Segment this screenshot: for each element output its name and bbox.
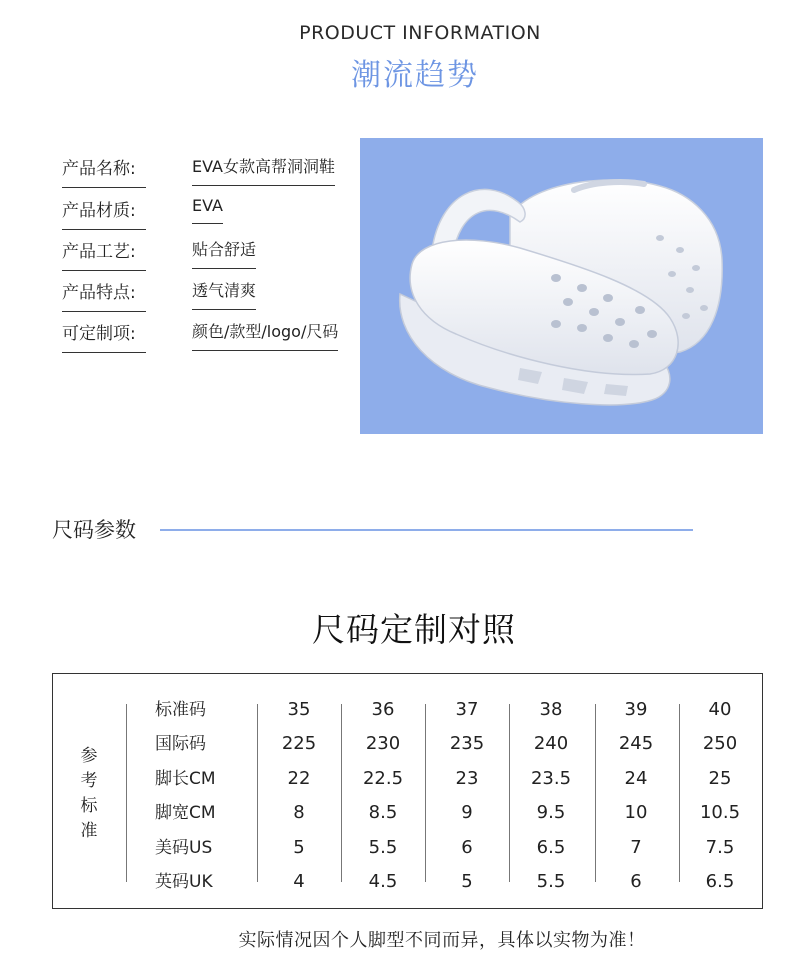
section-divider bbox=[160, 529, 693, 531]
table-cell: 39 bbox=[624, 699, 648, 720]
column-divider bbox=[425, 704, 426, 882]
column-divider bbox=[257, 704, 258, 882]
table-cell: 9 bbox=[461, 802, 473, 823]
row-label: 国际码 bbox=[155, 734, 206, 754]
table-cell: 10 bbox=[624, 802, 648, 823]
table-cell: 40 bbox=[708, 699, 732, 720]
info-label: 可定制项: bbox=[62, 319, 146, 353]
info-value: 贴合舒适 bbox=[192, 237, 256, 269]
size-section-title: 尺码参数 bbox=[52, 518, 136, 542]
table-cell: 22 bbox=[287, 768, 311, 789]
table-cell: 5 bbox=[461, 871, 473, 892]
table-cell: 9.5 bbox=[536, 802, 566, 823]
shoe-illustration bbox=[360, 138, 763, 434]
table-cell: 10.5 bbox=[699, 802, 741, 823]
info-value: 颜色/款型/logo/尺码 bbox=[192, 319, 338, 351]
table-cell: 5 bbox=[293, 837, 305, 858]
column-divider bbox=[679, 704, 680, 882]
table-cell: 8.5 bbox=[368, 802, 398, 823]
table-cell: 7.5 bbox=[705, 837, 735, 858]
column-divider bbox=[126, 704, 127, 882]
info-label: 产品材质: bbox=[62, 196, 146, 230]
table-cell: 5.5 bbox=[368, 837, 398, 858]
column-divider bbox=[509, 704, 510, 882]
table-cell: 36 bbox=[371, 699, 395, 720]
info-label: 产品名称: bbox=[62, 154, 146, 188]
table-cell: 25 bbox=[708, 768, 732, 789]
product-image bbox=[360, 138, 763, 434]
header-en-title: PRODUCT INFORMATION bbox=[299, 22, 541, 44]
table-cell: 235 bbox=[449, 733, 485, 754]
table-cell: 23 bbox=[455, 768, 479, 789]
info-label: 产品工艺: bbox=[62, 237, 146, 271]
table-cell: 35 bbox=[287, 699, 311, 720]
info-value: 透气清爽 bbox=[192, 278, 256, 310]
row-label: 标准码 bbox=[155, 700, 206, 720]
table-cell: 24 bbox=[624, 768, 648, 789]
table-cell: 230 bbox=[365, 733, 401, 754]
table-cell: 240 bbox=[533, 733, 569, 754]
table-cell: 38 bbox=[539, 699, 563, 720]
table-cell: 6 bbox=[461, 837, 473, 858]
column-divider bbox=[595, 704, 596, 882]
table-cell: 37 bbox=[455, 699, 479, 720]
table-cell: 4.5 bbox=[368, 871, 398, 892]
table-cell: 6.5 bbox=[705, 871, 735, 892]
table-cell: 7 bbox=[630, 837, 642, 858]
table-cell: 6 bbox=[630, 871, 642, 892]
header-cn-title: 潮流趋势 bbox=[351, 58, 479, 93]
info-value: EVA女款高帮洞洞鞋 bbox=[192, 154, 335, 186]
table-cell: 245 bbox=[618, 733, 654, 754]
row-label: 脚长CM bbox=[155, 769, 216, 789]
table-cell: 23.5 bbox=[530, 768, 572, 789]
row-label: 美码US bbox=[155, 838, 213, 858]
table-cell: 8 bbox=[293, 802, 305, 823]
table-cell: 6.5 bbox=[536, 837, 566, 858]
table-cell: 4 bbox=[293, 871, 305, 892]
table-cell: 5.5 bbox=[536, 871, 566, 892]
size-table bbox=[52, 673, 763, 909]
footnote: 实际情况因个人脚型不同而异，具体以实物为准！ bbox=[238, 930, 646, 951]
info-label: 产品特点: bbox=[62, 278, 146, 312]
row-label: 脚宽CM bbox=[155, 803, 216, 823]
table-cell: 225 bbox=[281, 733, 317, 754]
column-divider bbox=[341, 704, 342, 882]
size-chart-title: 尺码定制对照 bbox=[312, 610, 516, 649]
info-value: EVA bbox=[192, 196, 223, 224]
row-label: 英码UK bbox=[155, 872, 213, 892]
table-cell: 22.5 bbox=[362, 768, 404, 789]
reference-standard-label: 参考标准 bbox=[80, 746, 98, 841]
table-cell: 250 bbox=[702, 733, 738, 754]
